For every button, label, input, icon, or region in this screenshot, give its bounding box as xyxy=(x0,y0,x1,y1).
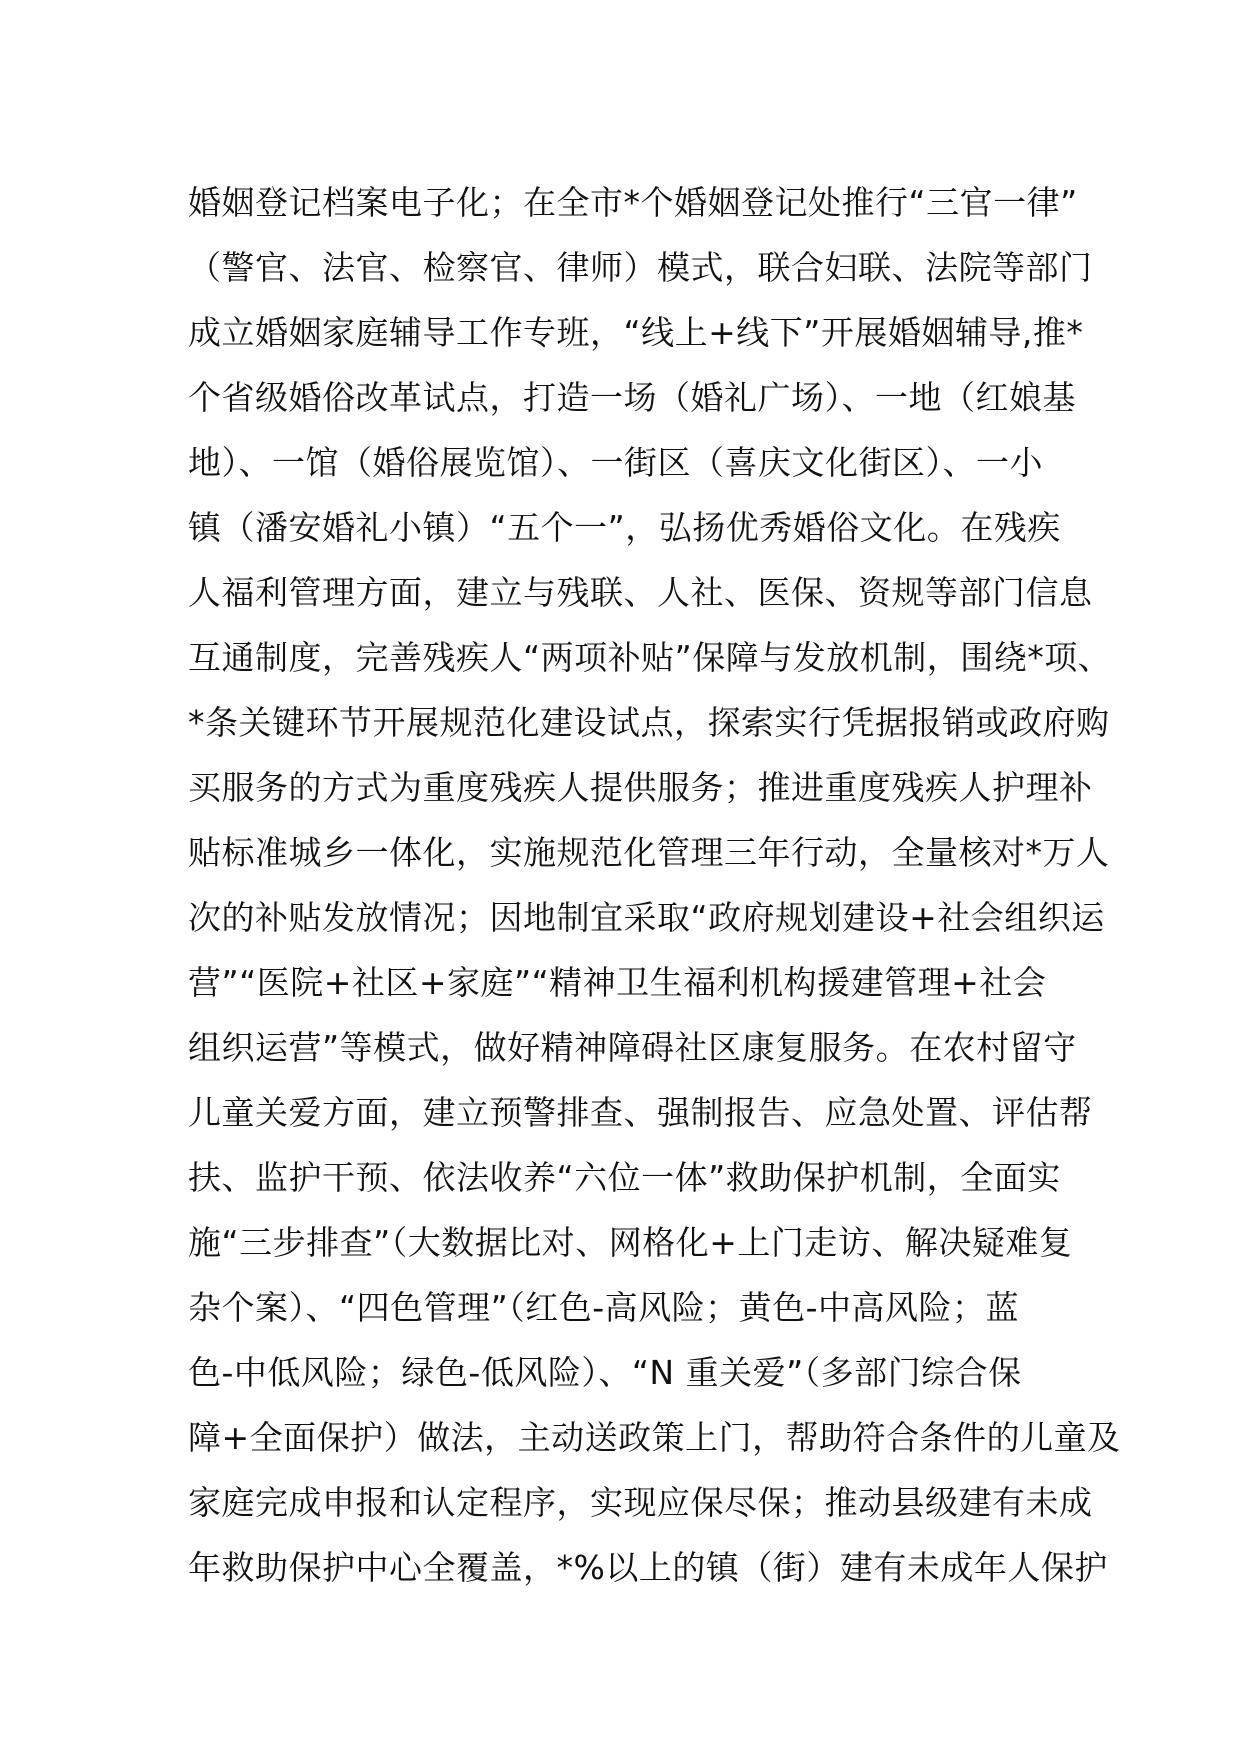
text-line: 互通制度，完善残疾人“两项补贴”保障与发放机制，围绕*项、 xyxy=(188,638,1112,677)
text-line: 贴标准城乡一体化，实施规范化管理三年行动，全量核对*万人 xyxy=(188,833,1110,872)
text-line: *条关键环节开展规范化建设试点，探索实行凭据报销或政府购 xyxy=(188,703,1110,742)
text-line: 杂个案）、“四色管理”（红色-高风险；黄色-中高风险；蓝 xyxy=(188,1288,1020,1327)
text-line: 婚姻登记档案电子化；在全市*个婚姻登记处推行“三官一律” xyxy=(188,183,1078,222)
text-line: 买服务的方式为重度残疾人提供服务；推进重度残疾人护理补 xyxy=(188,768,1093,807)
body-text xyxy=(188,170,1121,1600)
text-line: 家庭完成申报和认定程序，实现应保尽保；推动县级建有未成 xyxy=(188,1483,1093,1522)
text-line: 人福利管理方面，建立与残联、人社、医保、资规等部门信息 xyxy=(188,573,1093,612)
text-line: 扶、监护干预、依法收养“六位一体”救助保护机制，全面实 xyxy=(188,1158,1061,1197)
text-line: （警官、法官、检察官、律师）模式，联合妇联、法院等部门 xyxy=(188,248,1093,287)
text-line: 儿童关爱方面，建立预警排查、强制报告、应急处置、评估帮 xyxy=(188,1093,1093,1132)
text-line: 色-中低风险；绿色-低风险）、“N 重关爱”（多部门综合保 xyxy=(188,1353,1022,1392)
text-line: 障+全面保护）做法，主动送政策上门，帮助符合条件的儿童及 xyxy=(188,1418,1121,1457)
text-line: 次的补贴发放情况；因地制宜采取“政府规划建设+社会组织运 xyxy=(188,898,1105,937)
text-line: 成立婚姻家庭辅导工作专班，“线上+线下”开展婚姻辅导,推* xyxy=(188,313,1084,352)
text-line: 个省级婚俗改革试点，打造一场（婚礼广场）、一地（红娘基 xyxy=(188,378,1076,417)
text-line: 地）、一馆（婚俗展览馆）、一街区（喜庆文化街区）、一小 xyxy=(188,443,1043,482)
text-line: 年救助保护中心全覆盖，*%以上的镇（街）建有未成年人保护 xyxy=(188,1548,1108,1587)
text-line: 组织运营”等模式，做好精神障碍社区康复服务。在农村留守 xyxy=(188,1028,1077,1067)
text-line: 施“三步排查”（大数据比对、网格化+上门走访、解决疑难复 xyxy=(188,1223,1073,1262)
text-line: 镇（潘安婚礼小镇）“五个一”，弘扬优秀婚俗文化。在残疾 xyxy=(188,508,1061,547)
text-line: 营”“医院+社区+家庭”“精神卫生福利机构援建管理+社会 xyxy=(188,963,1047,1002)
